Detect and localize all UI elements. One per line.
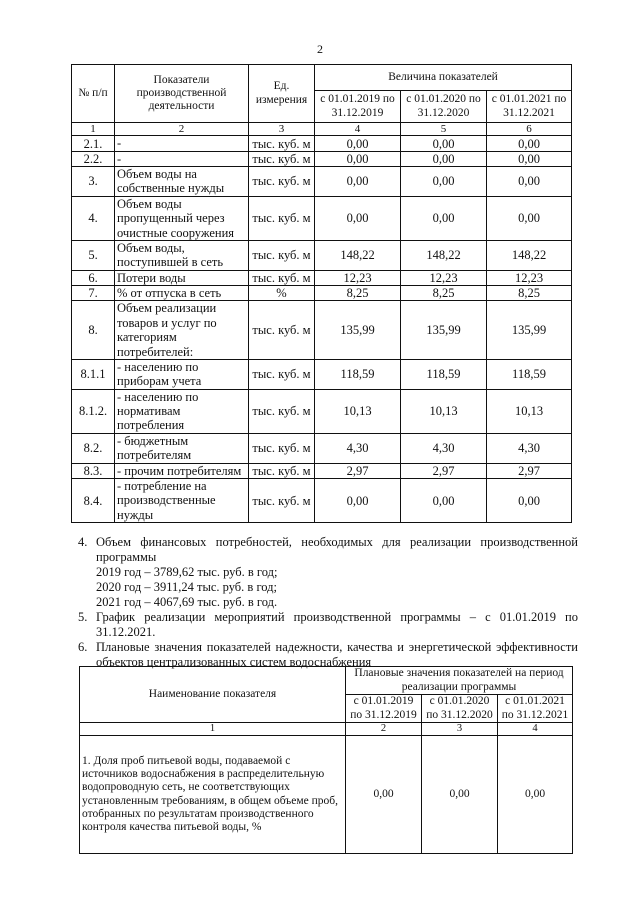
row-unit: тыс. куб. м — [249, 240, 315, 270]
row-value-2019: 0,00 — [315, 478, 401, 522]
header-indicator-name: Наименование показателя — [80, 667, 346, 723]
row-number: 8.1.2. — [72, 389, 115, 433]
year-line: 2021 год – 4067,69 тыс. руб. в год. — [96, 595, 278, 609]
row-number: 2.1. — [72, 136, 115, 151]
row-value-2019: 12,23 — [315, 270, 401, 285]
row-value-2020: 12,23 — [401, 270, 487, 285]
row-indicator: Объем воды, поступившей в сеть — [115, 240, 249, 270]
row-number: 8.4. — [72, 478, 115, 522]
row-value-2019: 0,00 — [315, 167, 401, 197]
row-value-2021: 0,00 — [487, 167, 572, 197]
row-unit: тыс. куб. м — [249, 433, 315, 463]
table-row — [72, 167, 572, 197]
row-value-2021: 0,00 — [498, 736, 573, 854]
row-number: 5. — [72, 240, 115, 270]
row-value-2019: 10,13 — [315, 389, 401, 433]
row-value-2021: 135,99 — [487, 301, 572, 360]
header-period-2020: с 01.01.2020 по 31.12.2020 — [422, 695, 498, 723]
row-value-2020: 0,00 — [401, 478, 487, 522]
row-indicator: Потери воды — [115, 270, 249, 285]
table-row — [72, 301, 572, 360]
col-number: 6 — [487, 123, 572, 136]
row-indicator: % от отпуска в сеть — [115, 286, 249, 301]
row-unit: тыс. куб. м — [249, 136, 315, 151]
row-unit: тыс. куб. м — [249, 301, 315, 360]
col-number: 3 — [249, 123, 315, 136]
row-value-2021: 0,00 — [487, 136, 572, 151]
col-number: 4 — [498, 723, 573, 736]
row-value-2021: 12,23 — [487, 270, 572, 285]
header-plan-values: Плановые значения показателей на период реализации программы — [346, 667, 573, 695]
table-row — [72, 240, 572, 270]
col-number: 2 — [115, 123, 249, 136]
table-row — [72, 359, 572, 389]
row-value-2021: 10,13 — [487, 389, 572, 433]
row-indicator: - потребление на производственные нужды — [115, 478, 249, 522]
row-value-2020: 0,00 — [401, 151, 487, 166]
row-number: 8.2. — [72, 433, 115, 463]
table-row — [72, 478, 572, 522]
row-number: 4. — [72, 196, 115, 240]
table-row — [72, 286, 572, 301]
numbered-list — [78, 535, 578, 670]
table-row — [72, 389, 572, 433]
row-indicator: - прочим потребителям — [115, 463, 249, 478]
row-number: 8.1.1 — [72, 359, 115, 389]
row-value-2020: 10,13 — [401, 389, 487, 433]
header-no: № п/п — [72, 65, 115, 123]
row-value-2020: 135,99 — [401, 301, 487, 360]
year-line: 2019 год – 3789,62 тыс. руб. в год; — [96, 565, 278, 579]
row-value-2020: 2,97 — [401, 463, 487, 478]
row-unit: % — [249, 286, 315, 301]
row-value-2021: 2,97 — [487, 463, 572, 478]
row-indicator: Объем воды на собственные нужды — [115, 167, 249, 197]
page-number: 2 — [317, 42, 323, 56]
row-indicator: - населению по приборам учета — [115, 359, 249, 389]
row-unit: тыс. куб. м — [249, 359, 315, 389]
list-item-4 — [78, 535, 578, 565]
row-value-2019: 118,59 — [315, 359, 401, 389]
row-number: 8.3. — [72, 463, 115, 478]
row-value-2019: 4,30 — [315, 433, 401, 463]
table-row — [72, 196, 572, 240]
row-value-2021: 4,30 — [487, 433, 572, 463]
year-line: 2020 год – 3911,24 тыс. руб. в год; — [96, 580, 277, 594]
reliability-indicators-table — [79, 666, 573, 854]
row-indicator: - населению по нормативам потребления — [115, 389, 249, 433]
row-unit: тыс. куб. м — [249, 270, 315, 285]
row-indicator: 1. Доля проб питьевой воды, подаваемой с источников водоснабжения в распределительную водопроводную сеть, не соответствующих установленным требованиям, в общем объеме проб, отобранных по результатам производственного контроля качества питьевой воды, % — [80, 736, 346, 854]
row-value-2019: 148,22 — [315, 240, 401, 270]
header-period-2020: с 01.01.2020 по 31.12.2020 — [401, 91, 487, 123]
production-indicators-table — [71, 64, 572, 523]
row-number: 7. — [72, 286, 115, 301]
row-unit: тыс. куб. м — [249, 167, 315, 197]
row-value-2021: 148,22 — [487, 240, 572, 270]
row-number: 8. — [72, 301, 115, 360]
row-number: 3. — [72, 167, 115, 197]
col-number: 4 — [315, 123, 401, 136]
row-value-2019: 0,00 — [315, 196, 401, 240]
row-value-2020: 0,00 — [401, 196, 487, 240]
row-number: 2.2. — [72, 151, 115, 166]
item-text: График реализации мероприятий производственной программы – с 01.01.2019 по 31.12.2021. — [96, 610, 578, 639]
row-value-2021: 8,25 — [487, 286, 572, 301]
list-item-5 — [78, 610, 578, 640]
row-value-2019: 0,00 — [315, 151, 401, 166]
row-value-2020: 0,00 — [401, 167, 487, 197]
row-value-2020: 118,59 — [401, 359, 487, 389]
header-period-2019: с 01.01.2019 по 31.12.2019 — [315, 91, 401, 123]
row-value-2019: 0,00 — [346, 736, 422, 854]
row-unit: тыс. куб. м — [249, 463, 315, 478]
row-unit: тыс. куб. м — [249, 389, 315, 433]
header-unit: Ед. измерения — [249, 65, 315, 123]
row-value-2021: 118,59 — [487, 359, 572, 389]
row-unit: тыс. куб. м — [249, 478, 315, 522]
row-value-2020: 0,00 — [401, 136, 487, 151]
header-period-2021: с 01.01.2021 по 31.12.2021 — [498, 695, 573, 723]
row-indicator: - бюджетным потребителям — [115, 433, 249, 463]
row-value-2019: 2,97 — [315, 463, 401, 478]
column-numbers-row — [72, 123, 572, 136]
row-value-2019: 135,99 — [315, 301, 401, 360]
row-value-2021: 0,00 — [487, 478, 572, 522]
row-value-2021: 0,00 — [487, 151, 572, 166]
col-number: 1 — [72, 123, 115, 136]
item-text: Плановые значения показателей надежности, качества и энергетической эффективности объектов централизованных систем водоснабжения — [96, 640, 578, 669]
table-row — [80, 736, 573, 854]
row-indicator: Объем реализации товаров и услуг по категориям потребителей: — [115, 301, 249, 360]
table-row — [72, 463, 572, 478]
item-text: Объем финансовых потребностей, необходимых для реализации производственной программы — [96, 535, 578, 564]
row-unit: тыс. куб. м — [249, 196, 315, 240]
row-value-2020: 148,22 — [401, 240, 487, 270]
header-period-2021: с 01.01.2021 по 31.12.2021 — [487, 91, 572, 123]
row-unit: тыс. куб. м — [249, 151, 315, 166]
row-number: 6. — [72, 270, 115, 285]
header-period-2019: с 01.01.2019 по 31.12.2019 — [346, 695, 422, 723]
row-value-2020: 4,30 — [401, 433, 487, 463]
row-value-2021: 0,00 — [487, 196, 572, 240]
item-number: 4. — [78, 535, 88, 549]
row-indicator: - — [115, 151, 249, 166]
table-row — [72, 151, 572, 166]
row-value-2020: 0,00 — [422, 736, 498, 854]
row-value-2019: 8,25 — [315, 286, 401, 301]
col-number: 1 — [80, 723, 346, 736]
item-number: 6. — [78, 640, 88, 654]
column-numbers-row — [80, 723, 573, 736]
table-row — [72, 433, 572, 463]
col-number: 3 — [422, 723, 498, 736]
row-value-2020: 8,25 — [401, 286, 487, 301]
header-indicator: Показатели производственной деятельности — [115, 65, 249, 123]
row-indicator: - — [115, 136, 249, 151]
col-number: 2 — [346, 723, 422, 736]
header-values: Величина показателей — [315, 65, 572, 91]
item-number: 5. — [78, 610, 88, 624]
col-number: 5 — [401, 123, 487, 136]
row-indicator: Объем воды пропущенный через очистные сооружения — [115, 196, 249, 240]
row-value-2019: 0,00 — [315, 136, 401, 151]
table-row — [72, 136, 572, 151]
table-row — [72, 270, 572, 285]
